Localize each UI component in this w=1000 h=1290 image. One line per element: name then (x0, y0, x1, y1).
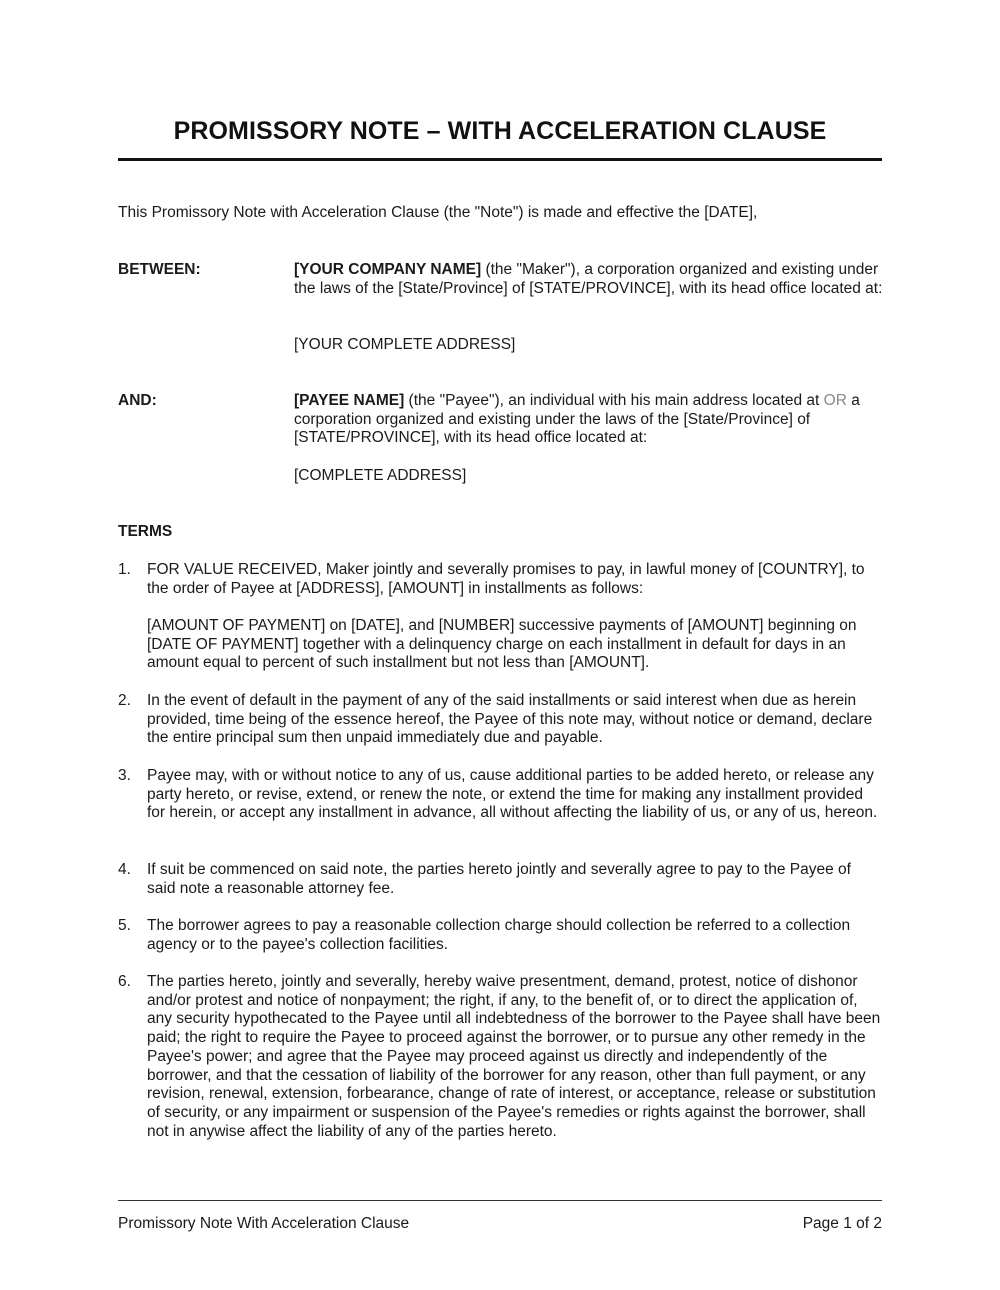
term-text: FOR VALUE RECEIVED, Maker jointly and severally promises to pay, in lawful money of [COUNTRY], to the order of Payee at [ADDRESS], [AMOUNT] in installments as follows: (147, 561, 865, 597)
footer-document-name: Promissory Note With Acceleration Clause (118, 1215, 410, 1232)
or-placeholder: OR (823, 392, 847, 409)
maker-description: (the "Maker"), a corporation organized and existing under the laws of the [State/Province] of [STATE/PROVINCE], with its head office located at: (294, 261, 883, 297)
maker-paragraph (294, 261, 884, 298)
term-number: 1. (118, 561, 131, 578)
document-title: PROMISSORY NOTE – WITH ACCELERATION CLAUSE (173, 117, 827, 145)
title-divider (118, 158, 882, 161)
payee-paragraph (294, 392, 884, 448)
intro-paragraph: This Promissory Note with Acceleration Clause (the "Note") is made and effective the [DATE], (118, 204, 758, 221)
terms-heading: TERMS (118, 523, 173, 540)
between-label: BETWEEN: (118, 261, 201, 278)
term-text: The borrower agrees to pay a reasonable collection charge should collection be referred to a collection agency or to the payee's collection facilities. (147, 917, 851, 953)
term-number: 4. (118, 861, 131, 878)
payee-description-end: a corporation organized and existing under the laws of the [State/Province] of [STATE/PROVINCE], with its head office located at: (294, 392, 860, 446)
term-text: If suit be commenced on said note, the parties hereto jointly and severally agree to pay to the Payee of said note a reasonable attorney fee. (147, 861, 851, 897)
term-number: 2. (118, 692, 131, 709)
term-number: 3. (118, 767, 131, 784)
and-label: AND: (118, 392, 157, 409)
payee-description-start: (the "Payee"), an individual with his main address located at (404, 392, 824, 409)
maker-name: [YOUR COMPANY NAME] (294, 261, 482, 278)
term-text: Payee may, with or without notice to any of us, cause additional parties to be added hereto, or release any party hereto, or revise, extend, or renew the note, or extend the time for making any installment provided for herein, or accept any installment in advance, all without affecting the liability of us, or any of us, hereon. (147, 767, 878, 822)
maker-address: [YOUR COMPLETE ADDRESS] (294, 336, 516, 353)
payee-address: [COMPLETE ADDRESS] (294, 467, 467, 484)
term-text: In the event of default in the payment of any of the said installments or said interest when due as herein provided, time being of the essence hereof, the Payee of this note may, without notice or demand, declare the entire principal sum then unpaid immediately due and payable. (147, 692, 873, 747)
page-number: Page 1 of 2 (802, 1215, 882, 1232)
payee-name: [PAYEE NAME] (294, 392, 405, 409)
footer-divider (118, 1200, 882, 1201)
term-number: 5. (118, 917, 131, 934)
term-number: 6. (118, 973, 131, 990)
term-payment-schedule: [AMOUNT OF PAYMENT] on [DATE], and [NUMBER] successive payments of [AMOUNT] beginning on [DATE OF PAYMENT] together with a delinquency charge on each installment in default for days in an amount equal to percent of such installment but not less than [AMOUNT]. (147, 617, 857, 672)
term-text: The parties hereto, jointly and severally, hereby waive presentment, demand, protest, notice of dishonor and/or protest and notice of nonpayment; the right, if any, to the benefit of, or to direct the application of, any security hypothecated to the Payee until all indebtedness of the borrower to the Payee shall have been paid; the right to require the Payee to proceed against the borrower, or to pursue any other remedy in the Payee's power; and agree that the Payee may proceed against us directly and independently of the borrower, and that the cessation of liability of the borrower for any reason, other than full payment, or any revision, renewal, extension, forbearance, change of rate of interest, or acceptance, release or substitution of security, or any impairment or suspension of the Payee's remedies or rights against the borrower, shall not in anywise affect the liability of any of the parties hereto. (147, 973, 881, 1140)
